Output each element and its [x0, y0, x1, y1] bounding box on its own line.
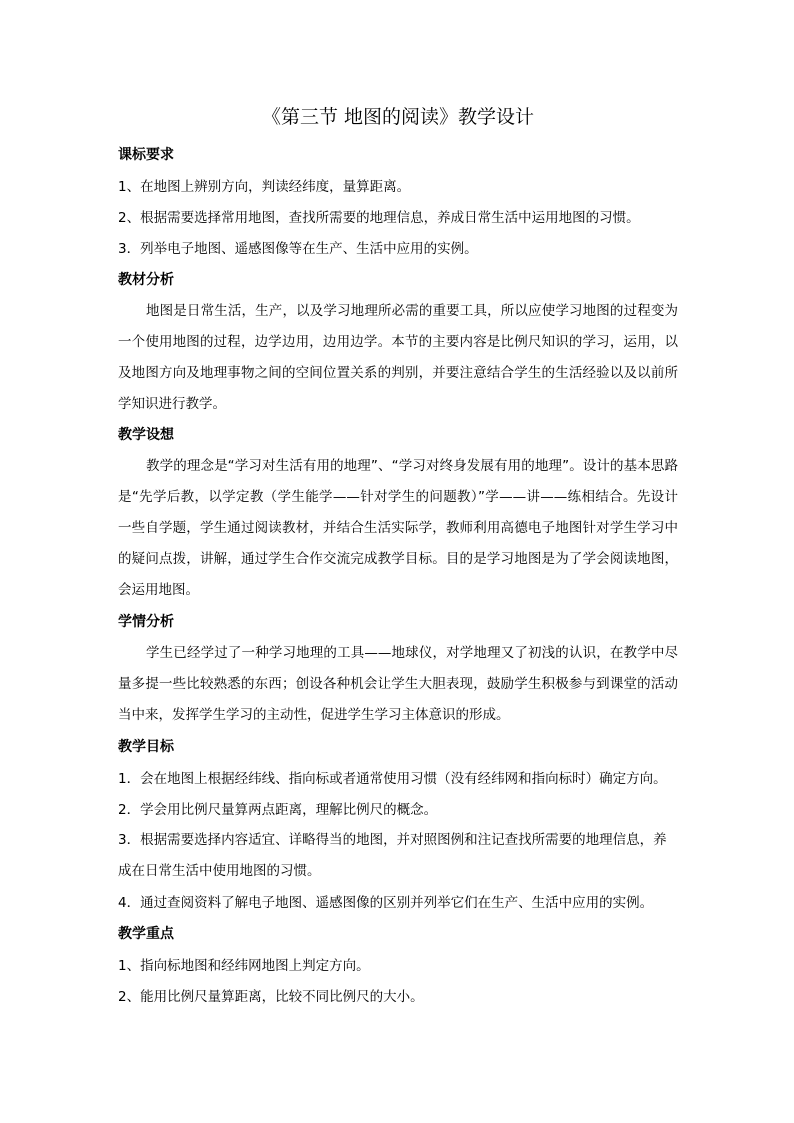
goal-item-1: 1．会在地图上根据经纬线、指向标或者通常使用习惯（没有经纬网和指向标时）确定方向。 [118, 771, 667, 787]
heading-idea: 教学设想 [118, 427, 174, 443]
keypoint-item-2: 2、能用比例尺量算距离，比较不同比例尺的大小。 [118, 989, 424, 1005]
goal-item-4: 4．通过查阅资料了解电子地图、遥感图像的区别并列举它们在生产、生活中应用的实例。 [118, 895, 654, 911]
goal-item-2: 2．学会用比例尺量算两点距离，理解比例尺的概念。 [118, 802, 438, 818]
students-paragraph: 学生已经学过了一种学习地理的工具——地球仪，对学地理又了初浅的认识，在教学中尽量多提一些比较熟悉的东西；创设各种机会让学生大胆表现，鼓励学生积极参与到课堂的活动当中来，发挥学生学习的主动性，促进学生学习主体意识的形成。 [118, 645, 678, 723]
heading-curriculum: 课标要求 [118, 147, 174, 163]
idea-paragraph: 教学的理念是“学习对生活有用的地理”、“学习对终身发展有用的地理”。设计的基本思路是“先学后教，以学定教（学生能学——针对学生的问题教）”学——讲——练相结合。先设计一些自学题，学生通过阅读教材，并结合生活实际学，教师利用高德电子地图针对学生学习中的疑问点拨，讲解，通过学生合作交流完成教学目标。目的是学习地图是为了学会阅读地图，会运用地图。 [118, 458, 678, 598]
goal-item-3: 3．根据需要选择内容适宜、详略得当的地图，并对照图例和注记查找所需要的地理信息，养成在日常生活中使用地图的习惯。 [118, 832, 667, 879]
heading-goals: 教学目标 [118, 739, 174, 755]
heading-students: 学情分析 [118, 614, 174, 630]
textbook-paragraph: 地图是日常生活，生产，以及学习地理所必需的重要工具，所以应使学习地图的过程变为一个使用地图的过程，边学边用，边用边学。本节的主要内容是比例尺知识的学习，运用，以及地图方向及地理事物之间的空间位置关系的判别，并要注意结合学生的生活经验以及以前所学知识进行教学。 [118, 303, 678, 412]
curriculum-item-2: 2、根据需要选择常用地图，查找所需要的地理信息，养成日常生活中运用地图的习惯。 [118, 210, 640, 226]
heading-keypoints: 教学重点 [118, 926, 174, 942]
curriculum-item-3: 3．列举电子地图、遥感图像等在生产、生活中应用的实例。 [118, 241, 478, 257]
curriculum-item-1: 1、在地图上辨别方向，判读经纬度，量算距离。 [118, 179, 411, 195]
keypoint-item-1: 1、指向标地图和经纬网地图上判定方向。 [118, 958, 370, 974]
heading-textbook: 教材分析 [118, 272, 174, 288]
document-title: 《第三节 地图的阅读》教学设计 [261, 106, 535, 128]
